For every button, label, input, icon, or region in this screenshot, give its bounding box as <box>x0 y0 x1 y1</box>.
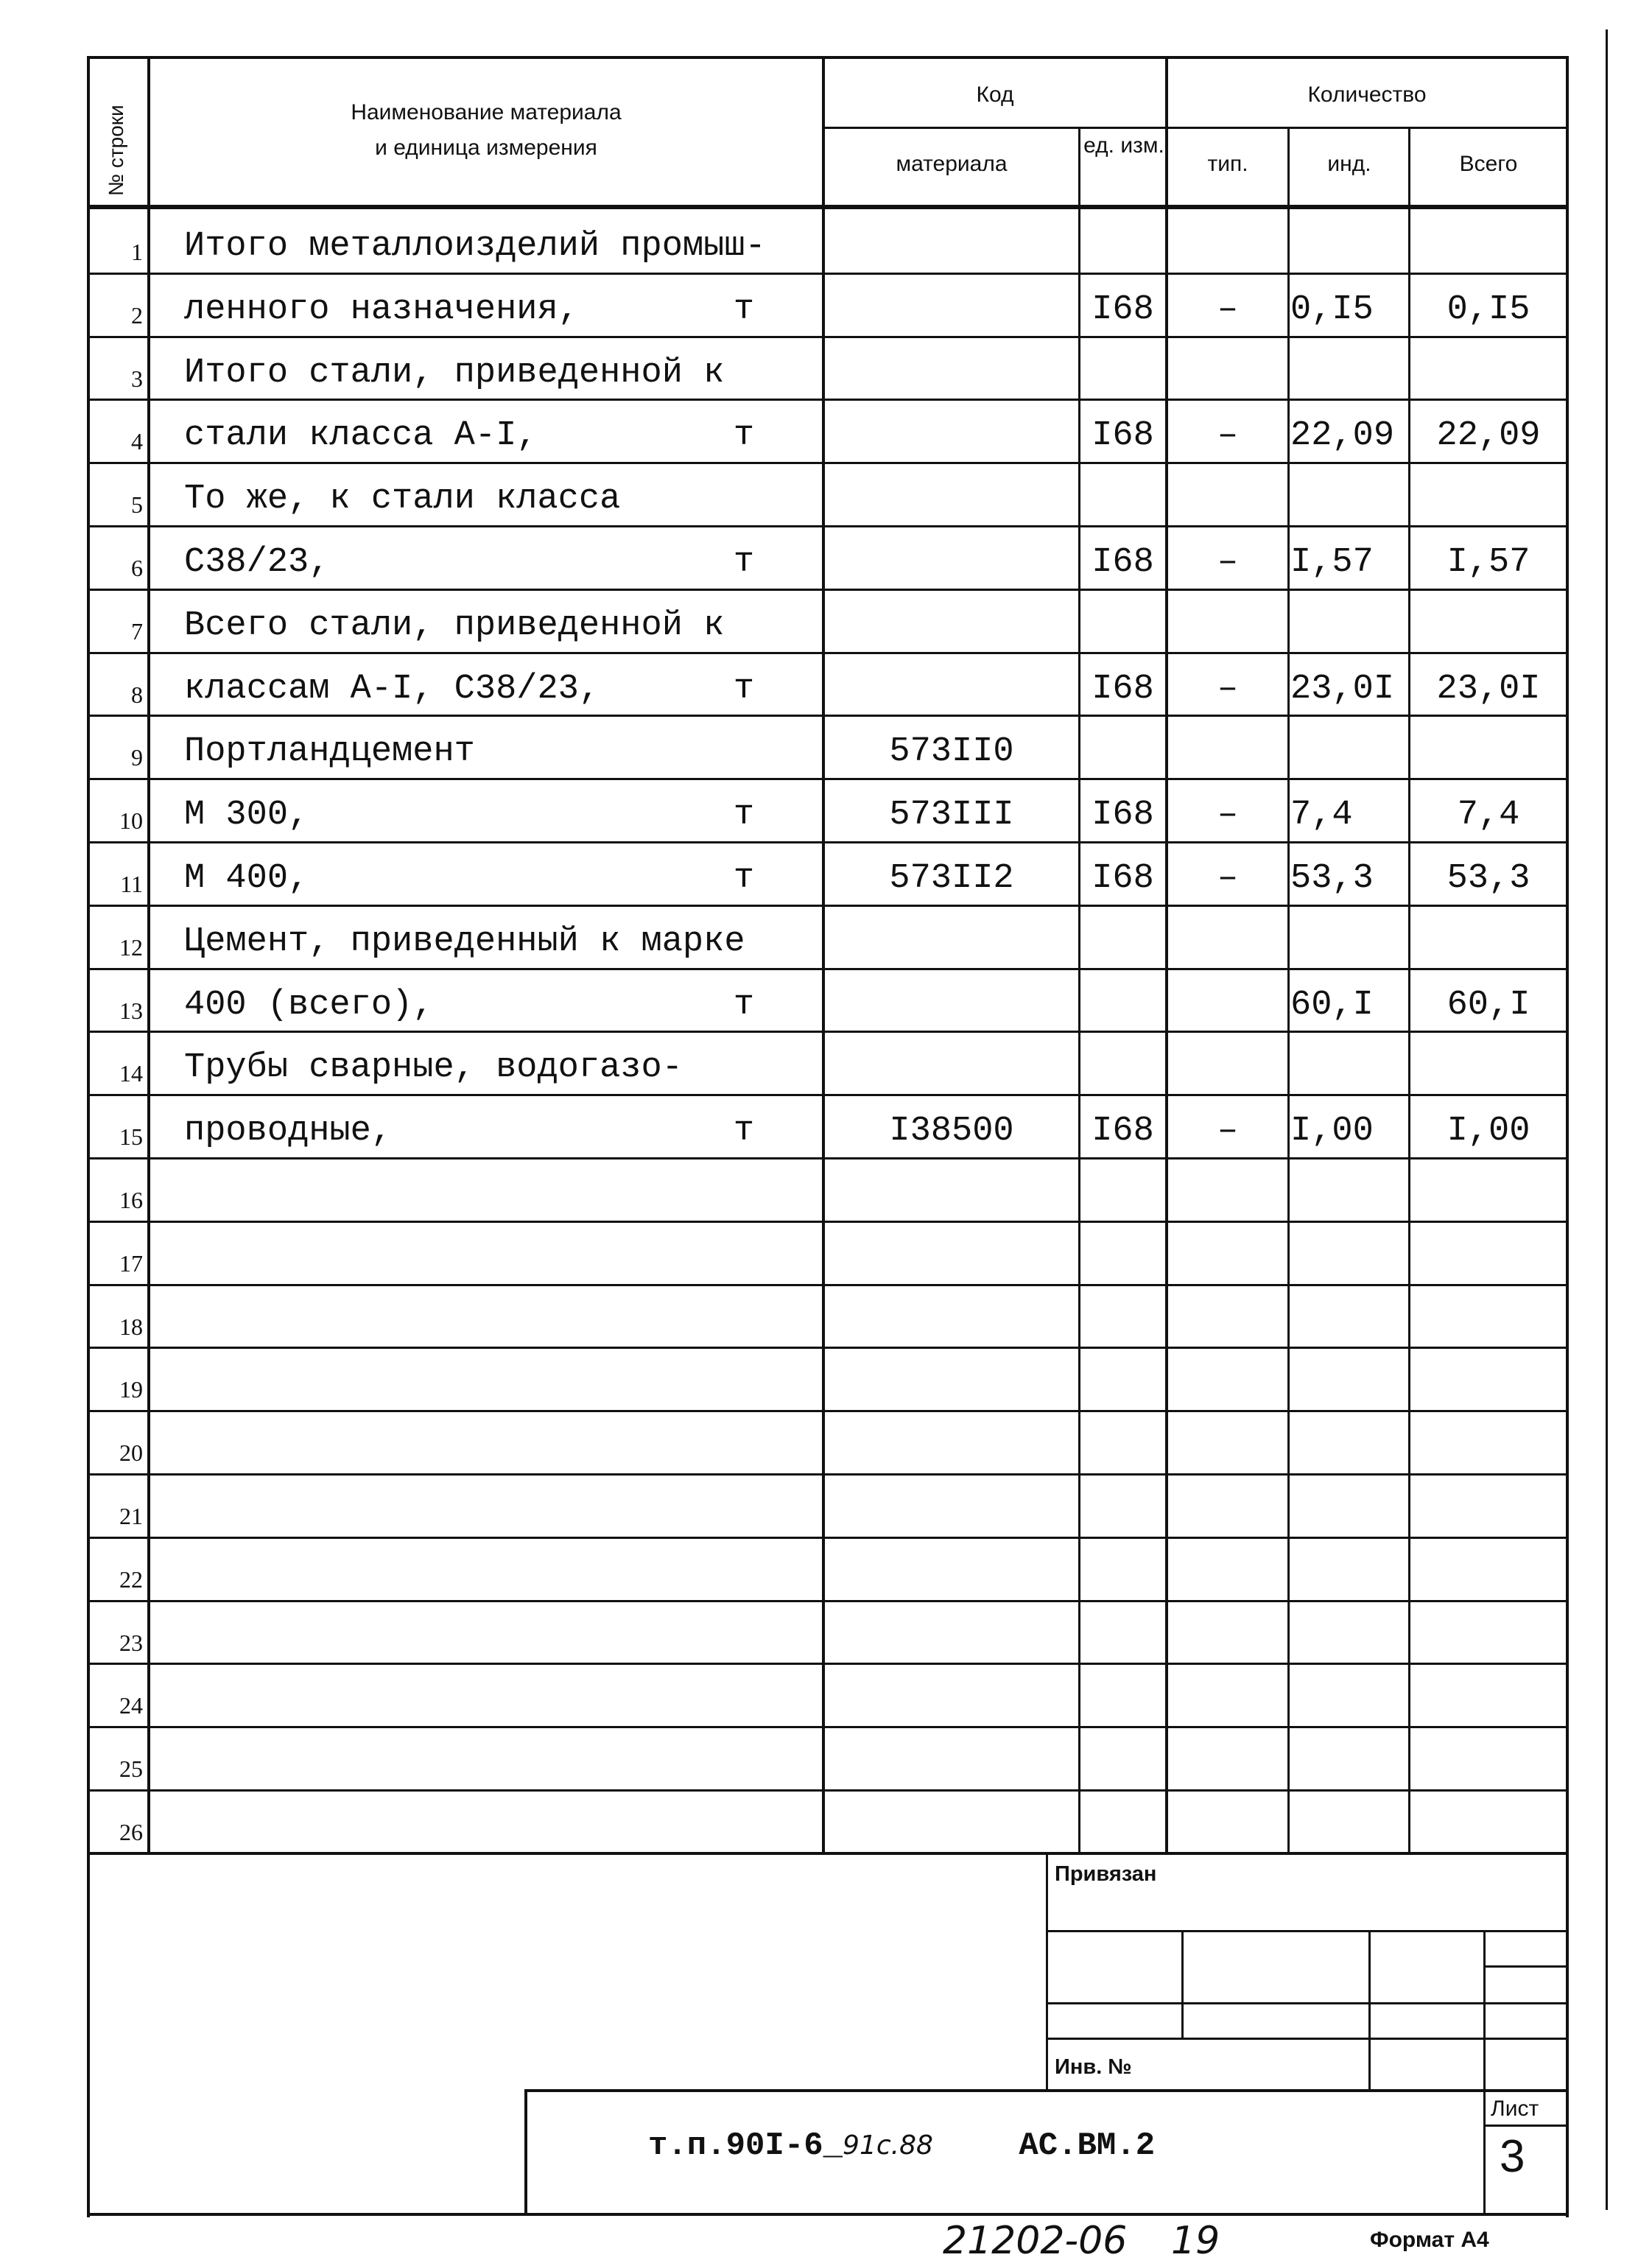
sheet-number: 3 <box>1500 2131 1525 2182</box>
row-separator <box>87 1347 1567 1349</box>
row-name: Итого стали, приведенной к <box>184 354 725 393</box>
row-total: 23,0I <box>1436 670 1541 709</box>
attached-label: Привязан <box>1055 1862 1157 1886</box>
row-n: 18 <box>119 1313 143 1340</box>
row-name: С38/23, <box>184 543 330 582</box>
row-n: 22 <box>119 1566 143 1593</box>
row-unit: т <box>733 543 755 582</box>
document-prefix: т.п.90I-6_ <box>648 2127 843 2164</box>
row-typ: – <box>1217 543 1239 582</box>
row-unit: т <box>733 290 755 329</box>
row-separator <box>87 589 1567 591</box>
row-typ: – <box>1217 796 1239 835</box>
row-ed: I68 <box>1092 543 1154 582</box>
row-ed: I68 <box>1092 670 1154 709</box>
row-name: стали класса А-I, <box>184 416 538 455</box>
qty-total-header: Всего <box>1459 152 1518 176</box>
row-total: 0,I5 <box>1447 290 1530 329</box>
row-n: 9 <box>131 744 143 771</box>
row-name: Всего стали, приведенной к <box>184 606 725 645</box>
row-n: 15 <box>119 1123 143 1150</box>
row-separator <box>87 1410 1567 1412</box>
row-n: 23 <box>119 1629 143 1656</box>
document-handwritten-number: 91с.88 <box>843 2130 933 2161</box>
row-typ: – <box>1217 1112 1239 1151</box>
row-separator <box>87 1600 1567 1602</box>
row-n: 5 <box>131 491 143 518</box>
row-unit: т <box>733 416 755 455</box>
row-separator <box>87 1094 1567 1096</box>
row-n: 8 <box>131 681 143 708</box>
row-separator <box>87 1157 1567 1159</box>
row-name: М 300, <box>184 796 309 835</box>
row-ed: I68 <box>1092 859 1154 898</box>
qty-ind-header: инд. <box>1327 152 1371 176</box>
row-total: 22,09 <box>1436 416 1541 455</box>
row-n: 4 <box>131 428 143 455</box>
row-separator <box>87 968 1567 970</box>
row-n: 6 <box>131 555 143 581</box>
row-n: 11 <box>120 871 143 897</box>
row-typ: – <box>1217 859 1239 898</box>
row-separator <box>87 905 1567 907</box>
row-code: 573II2 <box>889 859 1014 898</box>
code-unit-header: ед. изм. <box>1083 133 1164 158</box>
name-header-line1: Наименование материала <box>351 100 622 124</box>
row-separator <box>87 336 1567 338</box>
row-total: I,57 <box>1447 543 1530 582</box>
row-number-header: № строки <box>105 105 127 196</box>
row-ind: 23,0I <box>1290 670 1395 709</box>
row-total: 60,I <box>1447 986 1530 1025</box>
row-total: 7,4 <box>1457 796 1520 835</box>
row-separator <box>87 1031 1567 1033</box>
row-separator <box>87 1726 1567 1728</box>
row-name: классам А-I, С38/23, <box>184 670 600 709</box>
document-code <box>648 2127 1155 2164</box>
row-unit: т <box>733 1112 755 1151</box>
row-n: 25 <box>119 1755 143 1782</box>
inventory-number-label: Инв. № <box>1055 2055 1132 2079</box>
row-ed: I68 <box>1092 416 1154 455</box>
row-typ: – <box>1217 416 1239 455</box>
row-ind: I,00 <box>1290 1112 1374 1151</box>
row-ind: 0,I5 <box>1290 290 1374 329</box>
row-name: Итого металлоизделий промыш- <box>184 227 766 266</box>
row-ind: 22,09 <box>1290 416 1395 455</box>
name-header-line2: и единица измерения <box>375 136 597 160</box>
row-n: 13 <box>119 997 143 1024</box>
row-separator <box>87 273 1567 275</box>
row-code: I38500 <box>889 1112 1014 1151</box>
row-name: То же, к стали класса <box>184 480 621 519</box>
row-separator <box>87 652 1567 654</box>
row-n: 24 <box>119 1692 143 1719</box>
page-number: 19 <box>1171 2219 1220 2263</box>
row-name: Портландцемент <box>184 732 475 771</box>
row-unit: т <box>733 859 755 898</box>
row-name: Цемент, приведенный к марке <box>184 922 745 961</box>
row-n: 12 <box>119 934 143 961</box>
document-mark: АС.ВМ.2 <box>1019 2127 1156 2164</box>
row-code: 573II0 <box>889 732 1014 771</box>
row-name: ленного назначения, <box>184 290 579 329</box>
row-ind: 7,4 <box>1290 796 1353 835</box>
row-separator <box>87 1789 1567 1792</box>
row-name: проводные, <box>184 1112 393 1151</box>
row-n: 14 <box>119 1060 143 1087</box>
row-code: 573III <box>889 796 1014 835</box>
row-n: 10 <box>119 807 143 834</box>
row-total: 53,3 <box>1447 859 1530 898</box>
row-unit: т <box>733 796 755 835</box>
row-separator <box>87 841 1567 843</box>
row-separator <box>87 715 1567 717</box>
sheet-label: Лист <box>1491 2097 1539 2121</box>
row-total: I,00 <box>1447 1112 1530 1151</box>
row-n: 26 <box>119 1819 143 1845</box>
qty-typ-header: тип. <box>1207 152 1248 176</box>
row-ind: 53,3 <box>1290 859 1374 898</box>
row-typ: – <box>1217 670 1239 709</box>
row-separator <box>87 1284 1567 1286</box>
row-n: 16 <box>119 1187 143 1213</box>
row-separator <box>87 1221 1567 1223</box>
code-header: Код <box>976 83 1014 107</box>
row-n: 21 <box>119 1503 143 1529</box>
paper-format: Формат А4 <box>1370 2228 1489 2252</box>
row-name: М 400, <box>184 859 309 898</box>
quantity-header: Количество <box>1307 83 1427 107</box>
row-unit: т <box>733 670 755 709</box>
row-separator <box>87 525 1567 527</box>
row-ed: I68 <box>1092 290 1154 329</box>
row-n: 1 <box>131 239 143 265</box>
row-ind: I,57 <box>1290 543 1374 582</box>
code-material-header: материала <box>896 152 1008 176</box>
row-name: 400 (всего), <box>184 986 434 1025</box>
row-typ: – <box>1217 290 1239 329</box>
row-separator <box>87 462 1567 464</box>
row-n: 3 <box>131 365 143 392</box>
row-separator <box>87 1473 1567 1476</box>
row-ed: I68 <box>1092 1112 1154 1151</box>
row-ed: I68 <box>1092 796 1154 835</box>
row-n: 20 <box>119 1439 143 1466</box>
row-n: 2 <box>131 302 143 329</box>
row-unit: т <box>733 986 755 1025</box>
archive-number: 21202-06 <box>943 2219 1128 2263</box>
row-n: 17 <box>119 1250 143 1277</box>
row-ind: 60,I <box>1290 986 1374 1025</box>
row-separator <box>87 399 1567 401</box>
row-separator <box>87 778 1567 780</box>
row-separator <box>87 1663 1567 1665</box>
row-n: 7 <box>131 618 143 645</box>
row-n: 19 <box>119 1376 143 1403</box>
row-separator <box>87 1537 1567 1539</box>
row-name: Трубы сварные, водогазо- <box>184 1048 683 1087</box>
